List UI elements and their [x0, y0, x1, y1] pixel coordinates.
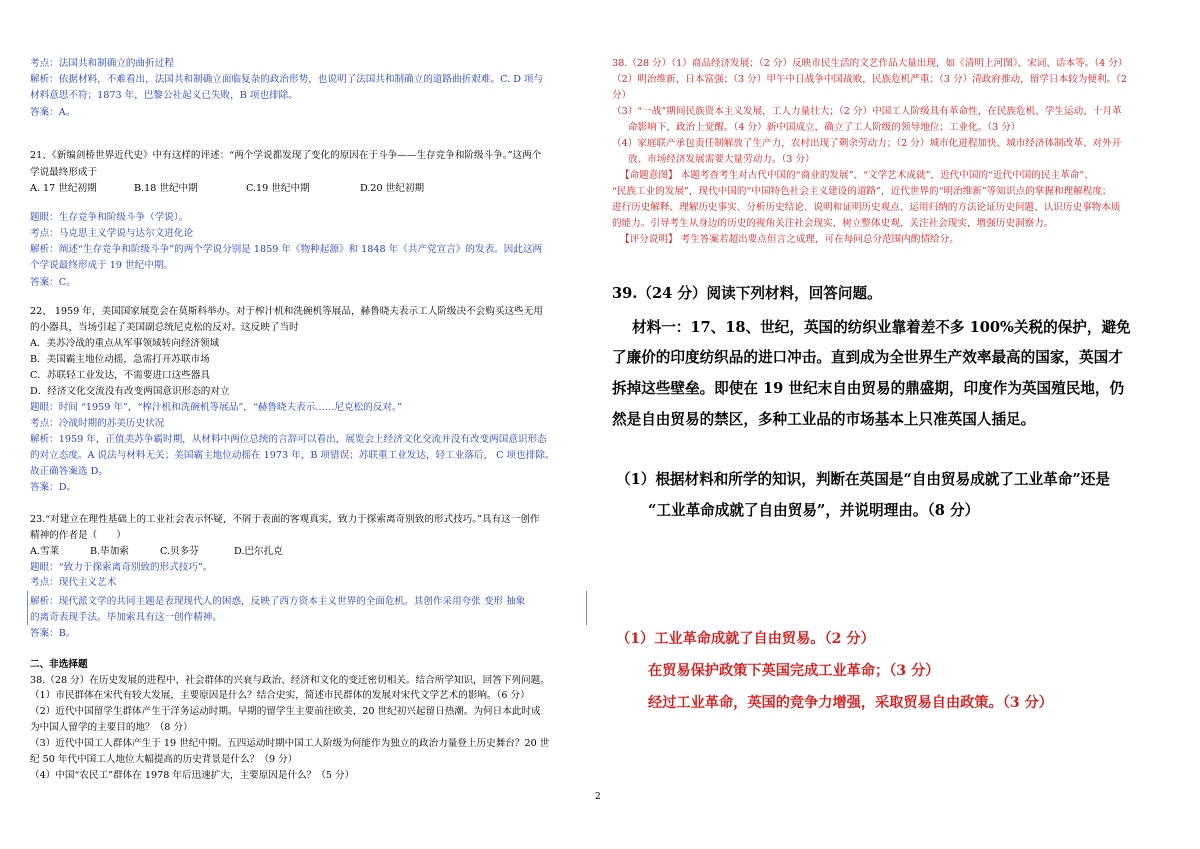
intent-line-1: 【命题意图】 本题考查考生对古代中国的“商业的发展”、“文学艺术成就”，近代中国的“近代中国的民主革命”、 — [620, 170, 1094, 181]
q21-analysis-line-1: 解析：阐述“生存竞争和阶级斗争”的两个学说分别是 1859 年《物种起源》和 1848 年《共产党宣言》的发表。因此这两 — [30, 244, 543, 255]
q23-option-d: D.巴尔扎克 — [234, 546, 283, 557]
q23-analysis-line-2: 的离奇表现手法。毕加索具有这一创作精神。 — [30, 612, 222, 623]
q22-eye: 题眼：时间 “1959 年”，“榨汁机和洗碗机等展品”，“赫鲁晓夫表示……尼克松的反对。” — [30, 402, 402, 413]
q22-analysis-line-1: 解析：1959 年，正值美苏争霸时期，从材料中两位总统的言辞可以看出，展览会上经济文化交流并没有改变两国意识形态 — [30, 434, 547, 445]
page-number: 2 — [595, 792, 601, 802]
q22-option-c: C．苏联轻工业发达，不需要进口这些器具 — [30, 370, 211, 381]
q23-stem-line-2: 精神的作者是（ ） — [30, 530, 126, 541]
q22-option-a: A．美苏冷战的重点从军事领域转向经济领域 — [30, 338, 220, 349]
q22-analysis-line-2: 的对立态度。A 说法与材料无关；美国霸主地位动摇在 1973 年，B 项错误；苏联重工业发达，轻工业落后， C 项也排除。 — [30, 450, 555, 461]
q23-stem-line-1: 23.“对建立在理性基础上的工业社会表示怀疑，不屑于表面的客观真实，致力于探索离奇别致的形式技巧。”具有这一创作 — [30, 514, 540, 525]
q21-analysis-line-2: 个学说最终形成于 19 世纪中期。 — [30, 260, 174, 271]
q21-option-a: A. 17 世纪初期 — [30, 183, 97, 194]
q22-stem-line-1: 22、 1959 年，美国国家展览会在莫斯科举办。对于榨汁机和洗碗机等展品，赫鲁晓夫表示工人阶级决不会购买这些无用 — [30, 306, 543, 317]
q21-options — [30, 183, 424, 195]
scoring-note: 【评分说明】 考生答案若超出要点但言之成理，可在每问总分范围内酌情给分。 — [620, 234, 959, 245]
q39-sub-line-2: “工业革命成就了自由贸易”，并说明理由。（8 分） — [648, 502, 980, 519]
q21-stem-line-2: 学说最终形成于 — [30, 167, 98, 178]
q38-stem-line-4: 为中国人留学的主要目的地？（8 分） — [30, 722, 193, 733]
q23-option-c: C.贝多芬 — [160, 546, 199, 557]
q21-option-b: B.18 世纪中期 — [134, 183, 198, 194]
q23-option-a: A.雪莱 — [30, 546, 60, 557]
q38-stem-line-7: （4）中国“农民工”群体在 1978 年后迅速扩大，主要原因是什么？（5 分） — [30, 770, 355, 781]
q22-point: 考点：冷战时期的苏美历史状况 — [30, 418, 165, 429]
a38-line-7: 放、市场经济发展需要大量劳动力。（3 分） — [628, 154, 815, 165]
q23-option-b: B.毕加索 — [90, 546, 129, 557]
q21-option-d: D.20 世纪初期 — [360, 183, 425, 194]
q39-answer-line-3: 经过工业革命，英国的竞争力增强，采取贸易自由政策。（3 分） — [648, 695, 1053, 711]
intent-line-2: “民族工业的发展”，现代中国的“中国特色社会主义建设的道路”，近代世界的“明治维新”等知识点的掌握和理解程度； — [612, 186, 1112, 197]
a38-line-3: 分） — [612, 90, 632, 101]
a38-line-6: （4）家庭联产承包责任制解放了生产力，农村出现了剩余劳动力；（2 分）城市化进程加快、城市经济体制改革、对外开 — [612, 138, 1122, 149]
a38-line-4: （3）“一战”期间民族资本主义发展，工人力量壮大；（2 分）中国工人阶级具有革命性，在民族危机、学生运动、十月革 — [612, 106, 1122, 117]
q21-option-c: C.19 世纪中期 — [246, 183, 310, 194]
q22-answer: 答案：D。 — [30, 482, 77, 493]
q22-option-b: B．美国霸主地位动摇，急需打开苏联市场 — [30, 354, 210, 365]
intent-line-4: 的能力。引导考生从身边的历史的视角关注社会现实，树立整体史观，关注社会现实，增强历史洞察力。 — [612, 218, 1054, 229]
intent-line-3: 进行历史解释、理解历史事实、分析历史结论、说明和证明历史观点、运用归纳的方法论证历史问题、认识历史事物本质 — [612, 202, 1121, 213]
q22-option-d: D．经济文化交流没有改变两国意识形态的对立 — [30, 386, 230, 397]
q38-stem-line-6: 纪 50 年代中国工人地位大幅提高的历史背景是什么？（9 分） — [30, 754, 298, 765]
q21-answer: 答案：C。 — [30, 277, 76, 288]
q21-stem-line-1: 21、《新编剑桥世界近代史》中有这样的评述：“两个学说都发现了变化的原因在于斗争——生存竞争和阶级斗争。”这两个 — [30, 150, 542, 161]
a38-line-1: 38.（28 分）（1）商品经济发展；（2 分）反映市民生活的文艺作品大量出现，如《清明上河图》、宋词、话本等。（4 分） — [612, 58, 1128, 69]
q23-answer: 答案：B。 — [30, 628, 76, 639]
q39-sub-line-1: （1）根据材料和所学的知识，判断在英国是“自由贸易成就了工业革命”还是 — [616, 471, 1110, 488]
q21-eye: 题眼：生存竞争和阶级斗争（学说）。 — [30, 212, 189, 223]
a38-line-2: （2）明治维新，日本富强；（3 分）甲午中日战争中国战败，民族危机严重；（3 分）清政府推动，留学日本较为便利。（2 — [612, 74, 1127, 85]
section-2-title: 二、非选择题 — [30, 659, 88, 670]
q39-title: 39.（24 分）阅读下列材料，回答问题。 — [612, 285, 882, 302]
q20-answer: 答案：A。 — [30, 107, 76, 118]
q39-material-line-4: 然是自由贸易的禁区，多种工业品的市场基本上只准英国人插足。 — [612, 411, 1036, 428]
q39-material-line-1: 材料一：17、18、世纪，英国的纺织业靠着差不多 100%关税的保护，避免 — [632, 319, 1131, 336]
q23-point: 考点：现代主义艺术 — [30, 577, 117, 588]
q38-stem-line-3: （2）近代中国留学生群体产生于洋务运动时期。早期的留学生主要前往欧美，20 世纪初兴起留日热潮。为何日本此时成 — [30, 706, 541, 717]
q20-point: 考点：法国共和制确立的曲折过程 — [30, 58, 174, 69]
margin-rule-left — [27, 591, 28, 625]
q21-point: 考点：马克思主义学说与达尔文进化论 — [30, 228, 194, 239]
q38-stem-line-5: （3）近代中国工人群体产生于 19 世纪中期。五四运动时期中国工人阶级为何能作为独立的政治力量登上历史舞台？20 世 — [30, 738, 550, 749]
q39-answer-line-2: 在贸易保护政策下英国完成工业革命；（3 分） — [648, 663, 940, 679]
q20-analysis-line-1: 解析：依据材料，不难看出，法国共和制确立面临复杂的政治形势，也说明了法国共和制确立的道路曲折艰难。C. D 项与 — [30, 74, 544, 85]
a38-line-5: 命影响下，政治上觉醒。（4 分）新中国成立，确立了工人阶级的领导地位；工业化。（3 分） — [628, 122, 1021, 133]
q39-material-line-2: 了廉价的印度纺织品的进口冲击。直到成为全世界生产效率最高的国家，英国才 — [612, 349, 1123, 366]
q22-stem-line-2: 的小器具，当场引起了美国副总统尼克松的反对。这反映了当时 — [30, 322, 299, 333]
margin-rule-right — [586, 591, 587, 625]
q22-analysis-line-3: 故正确答案选 D。 — [30, 466, 108, 477]
q39-answer-line-1: （1）工业革命成就了自由贸易。（2 分） — [616, 631, 875, 647]
q38-stem-line-1: 38.（28 分）在历史发展的进程中，社会群体的兴衰与政治、经济和文化的变迁密切相关。结合所学知识，回答下列问题。 — [30, 675, 550, 686]
q20-analysis-line-2: 材料意思不符；1873 年，巴黎公社起义已失败，B 项也排除。 — [30, 90, 298, 101]
q39-material-line-3: 拆掉这些壁垒。即使在 19 世纪末自由贸易的鼎盛期，印度作为英国殖民地，仍 — [612, 380, 1125, 397]
q23-options — [30, 546, 283, 558]
q38-stem-line-2: （1）市民群体在宋代有较大发展，主要原因是什么？结合史实，简述市民群体的发展对宋代文学艺术的影响。（6 分） — [30, 690, 530, 701]
q23-analysis-line-1: 解析：现代派文学的共同主题是表现现代人的困惑，反映了西方资本主义世界的全面危机。其创作采用夸张 变形 抽象 — [30, 596, 526, 607]
q23-eye: 题眼：“致力于探索离奇别致的形式技巧”。 — [30, 562, 213, 573]
